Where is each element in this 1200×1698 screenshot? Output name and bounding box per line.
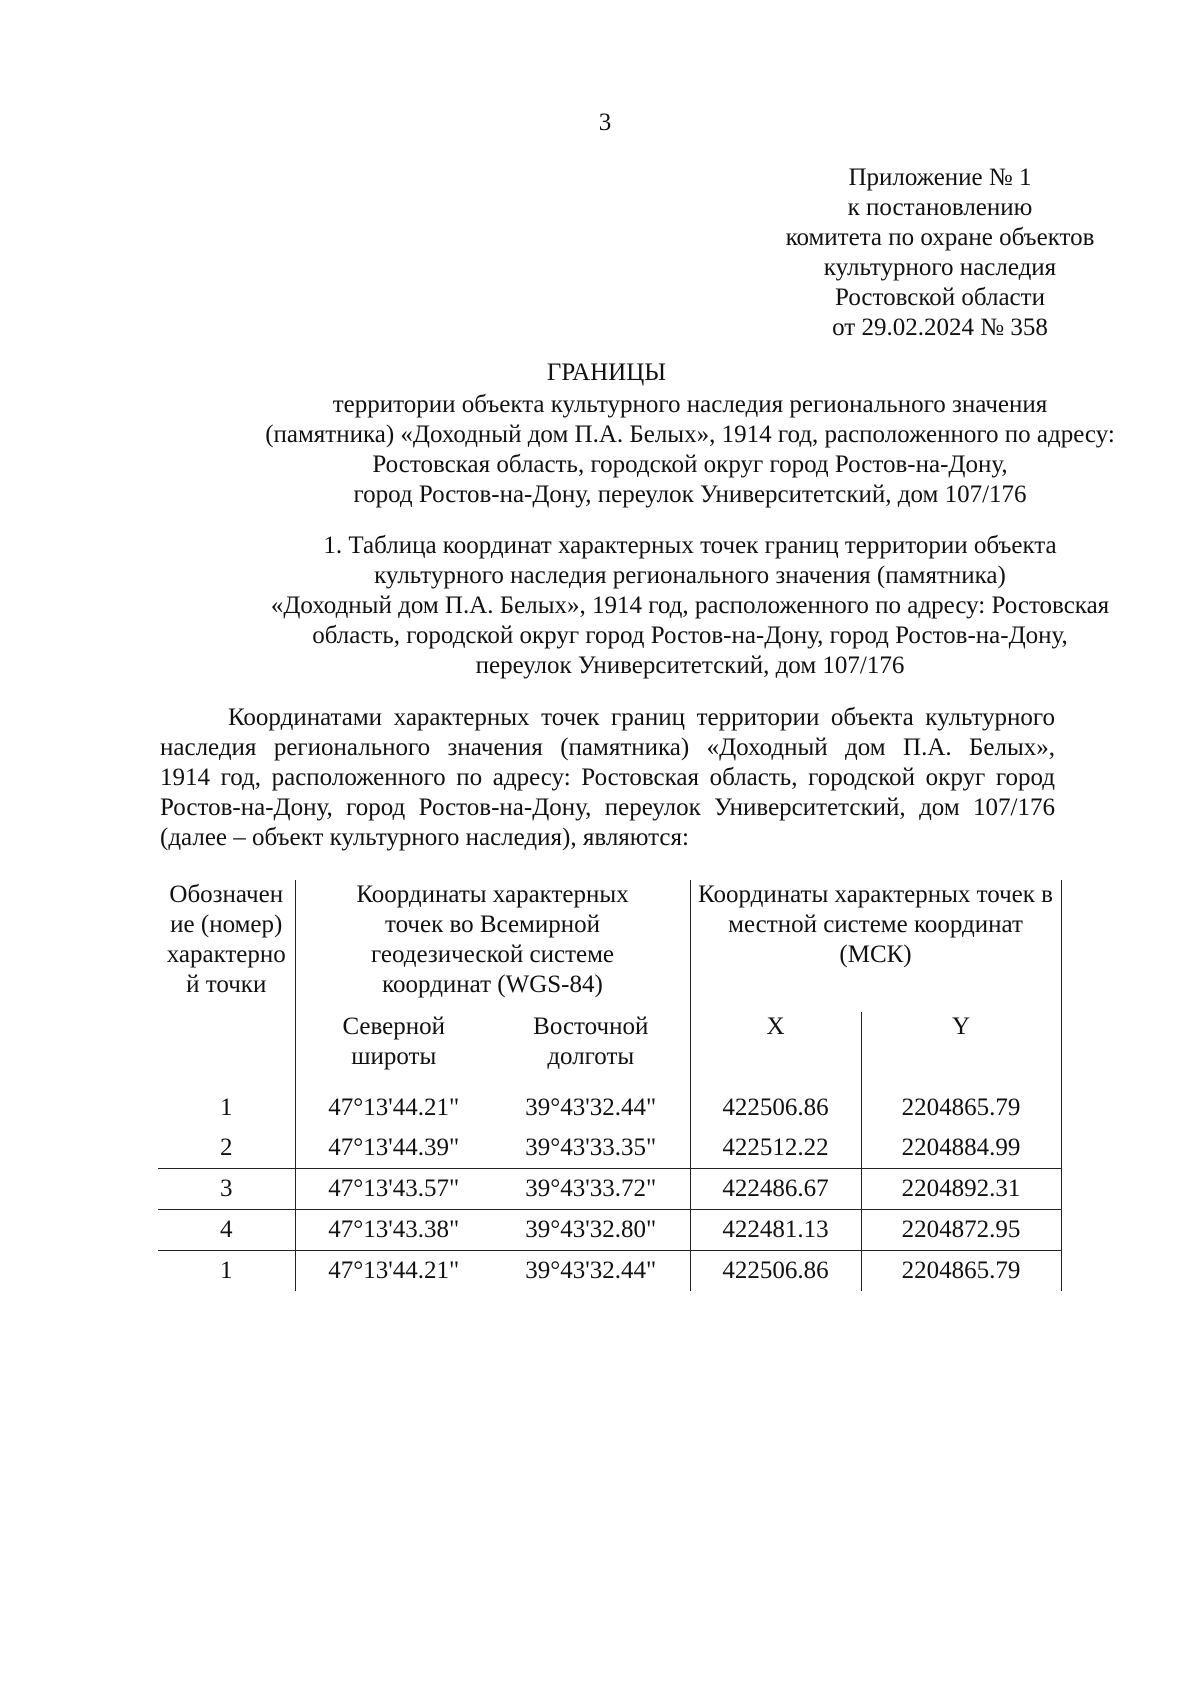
section-heading-line: культурного наследия регионального значения (памятника) xyxy=(374,562,1006,589)
appendix-block xyxy=(700,163,1180,343)
cell-east: 39°43'33.72" xyxy=(492,1169,690,1210)
table-row xyxy=(158,1251,1061,1292)
appendix-line: от 29.02.2024 № 358 xyxy=(832,314,1048,341)
document-subtitle xyxy=(160,390,1200,510)
appendix-line: комитета по охране объектов xyxy=(785,224,1095,251)
subheader-north-latitude: Северной широты xyxy=(342,1013,446,1070)
paragraph-line: 1914 год, расположенного по адресу: Ростовская область, городской округ город xyxy=(160,764,1055,791)
document-title: ГРАНИЦЫ xyxy=(546,359,667,386)
cell-point: 3 xyxy=(158,1169,295,1210)
cell-y: 2204865.79 xyxy=(861,1088,1061,1128)
cell-north: 47°13'44.39" xyxy=(328,1134,460,1161)
appendix-line: Ростовской области xyxy=(835,284,1045,311)
subheader-east-longitude: Восточной долготы xyxy=(492,1012,690,1088)
cell-north: 47°13'43.57" xyxy=(295,1169,492,1210)
subtitle-line: территории объекта культурного наследия регионального значения xyxy=(332,391,1048,418)
cell-y: 2204884.99 xyxy=(861,1128,1061,1169)
header-point-label: Обозначен ие (номер) характерно й точки xyxy=(158,880,295,1088)
table-row xyxy=(158,1128,1061,1169)
paragraph-line: Ростов-на-Дону, город Ростов-на-Дону, переулок Университетский, дом 107/176 xyxy=(160,794,1055,821)
cell-east: 39°43'33.35" xyxy=(492,1128,690,1169)
body-paragraph xyxy=(160,703,1055,853)
subtitle-line: город Ростов-на-Дону, переулок Университетский, дом 107/176 xyxy=(353,481,1027,508)
section-heading-line: переулок Университетский, дом 107/176 xyxy=(475,652,905,679)
section-heading-line: «Доходный дом П.А. Белых», 1914 год, расположенного по адресу: Ростовская xyxy=(270,592,1110,619)
header-wgs84: Координаты характерных точек во Всемирной геодезической системе координат (WGS-84) xyxy=(295,880,690,1012)
subtitle-line: (памятника) «Доходный дом П.А. Белых», 1914 год, расположенного по адресу: xyxy=(265,421,1115,448)
paragraph-line: (далее – объект культурного наследия), являются: xyxy=(160,824,689,851)
cell-x: 422506.86 xyxy=(690,1251,861,1292)
cell-north: 47°13'43.38" xyxy=(295,1210,492,1251)
subheader-x: X xyxy=(690,1012,861,1088)
section-heading-line: 1. Таблица координат характерных точек границ территории объекта xyxy=(323,532,1057,559)
appendix-line: к постановлению xyxy=(847,194,1033,221)
cell-east: 39°43'32.80" xyxy=(492,1210,690,1251)
cell-x: 422506.86 xyxy=(690,1088,861,1128)
cell-north: 47°13'44.21" xyxy=(295,1251,492,1292)
section-heading xyxy=(160,531,1200,681)
subtitle-line: Ростовская область, городской округ город Ростов-на-Дону, xyxy=(372,451,1008,478)
cell-x: 422486.67 xyxy=(690,1169,861,1210)
subheader-y: Y xyxy=(861,1012,1061,1088)
cell-x: 422481.13 xyxy=(690,1210,861,1251)
cell-east: 39°43'32.44" xyxy=(492,1251,690,1292)
table-row xyxy=(158,1210,1061,1251)
header-msk: Координаты характерных точек в местной системе координат (МСК) xyxy=(690,880,1061,1012)
cell-y: 2204865.79 xyxy=(861,1251,1061,1292)
section-heading-line: область, городской округ город Ростов-на-Дону, город Ростов-на-Дону, xyxy=(312,622,1068,649)
appendix-line: Приложение № 1 xyxy=(848,164,1032,191)
cell-point: 4 xyxy=(158,1210,295,1251)
paragraph-line: Координатами характерных точек границ территории объекта культурного xyxy=(228,704,1055,731)
appendix-line: культурного наследия xyxy=(823,254,1057,281)
coordinates-table xyxy=(158,880,1062,1291)
cell-east: 39°43'32.44" xyxy=(492,1088,690,1128)
cell-point: 1 xyxy=(158,1088,295,1128)
table-row xyxy=(158,1088,1061,1128)
cell-y: 2204872.95 xyxy=(861,1210,1061,1251)
page-number: 3 xyxy=(598,109,612,136)
table-row xyxy=(158,1169,1061,1210)
cell-point: 1 xyxy=(158,1251,295,1292)
cell-north: 47°13'44.21" xyxy=(328,1094,460,1121)
paragraph-line: наследия регионального значения (памятника) «Доходный дом П.А. Белых», xyxy=(160,734,1055,761)
cell-x: 422512.22 xyxy=(690,1128,861,1169)
cell-point: 2 xyxy=(158,1128,295,1169)
cell-y: 2204892.31 xyxy=(861,1169,1061,1210)
